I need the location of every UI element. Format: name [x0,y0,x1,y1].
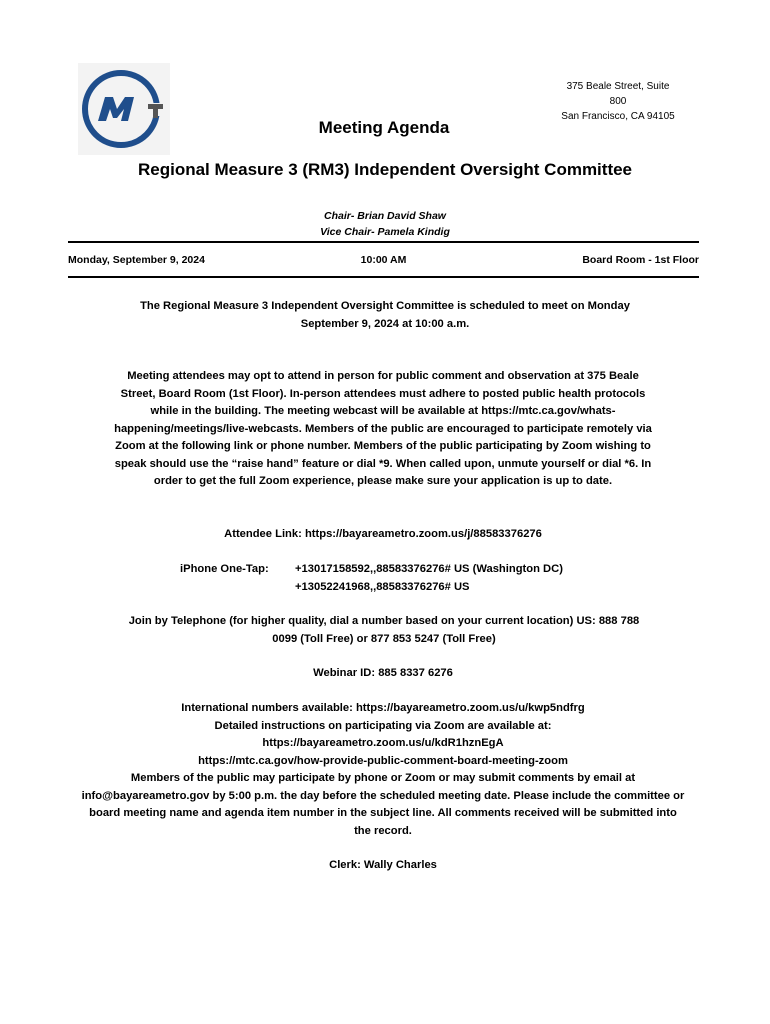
mtc-logo-icon [78,63,170,155]
page-title: Meeting Agenda [318,118,450,137]
instructions-link[interactable]: https://bayareametro.zoom.us/u/kdR1hznEgA [262,737,504,749]
iphone-label: iPhone One-Tap: [180,563,269,575]
iphone-number[interactable]: +13052241968,,88583376276# US [295,580,470,593]
chair-name: Chair- Brian David Shaw [324,210,446,222]
address-line: 800 [609,96,627,107]
iphone-numbers [295,561,563,596]
divider-bottom [68,276,699,278]
meeting-time: 10:00 AM [360,254,407,266]
public-comment-link[interactable]: https://mtc.ca.gov/how-provide-public-comment-board-meeting-zoom [198,754,568,767]
meeting-date: Monday, September 9, 2024 [68,254,205,266]
address-line: 375 Beale Street, Suite [566,81,670,92]
address-line: San Francisco, CA 94105 [561,111,675,122]
instructions-text: Detailed instructions on participating via Zoom are available at: [214,719,552,732]
comments-paragraph: Members of the public may participate by phone or Zoom or may submit comments by email at info@bayareametro.gov by 5:00 p.m. the day before the scheduled meeting date. Please include the committee or board meeting name and agenda item number in the subject line. All comments received will be submitted into the record. [81,772,685,837]
zoom-info-block [80,700,686,840]
committee-title: Regional Measure 3 (RM3) Independent Oversight Committee [137,160,633,179]
clerk-line: Clerk: Wally Charles [329,859,437,871]
telephone-paragraph: Join by Telephone (for higher quality, dial a number based on your current location) US: 888 788 0099 (Toll Free) or 877 853 5247 (Toll Free) [128,615,640,645]
iphone-number[interactable]: +13017158592,,88583376276# US (Washington DC) [295,563,563,575]
attendee-link[interactable]: Attendee Link: https://bayareametro.zoom.us/j/88583376276 [224,528,542,540]
vice-chair-name: Vice Chair- Pamela Kindig [320,226,450,238]
meeting-room: Board Room - 1st Floor [582,254,699,266]
international-numbers[interactable]: International numbers available: https://bayareametro.zoom.us/u/kwp5ndfrg [181,702,585,714]
webinar-id: Webinar ID: 885 8337 6276 [313,667,453,679]
attendance-paragraph: Meeting attendees may opt to attend in person for public comment and observation at 375 Beale Street, Board Room (1st Floor). In-person attendees must adhere to posted public health protocols while in the building. The meeting webcast will be available at https://mtc.ca.gov/whats-happening/meetings/live-webcasts. Members of the public are encouraged to participate remotely via Zoom at the following link or phone number. Members of the public participating by Zoom wishing to speak should use the “raise hand” feature or dial *9. When called upon, unmute yourself or dial *6. In order to get the full Zoom experience, please make sure your application is up to date. [114,370,652,487]
chairs-block [0,208,770,240]
divider-top [68,241,699,243]
intro-paragraph: The Regional Measure 3 Independent Oversight Committee is scheduled to meet on Monday September 9, 2024 at 10:00 a.m. [140,300,630,330]
